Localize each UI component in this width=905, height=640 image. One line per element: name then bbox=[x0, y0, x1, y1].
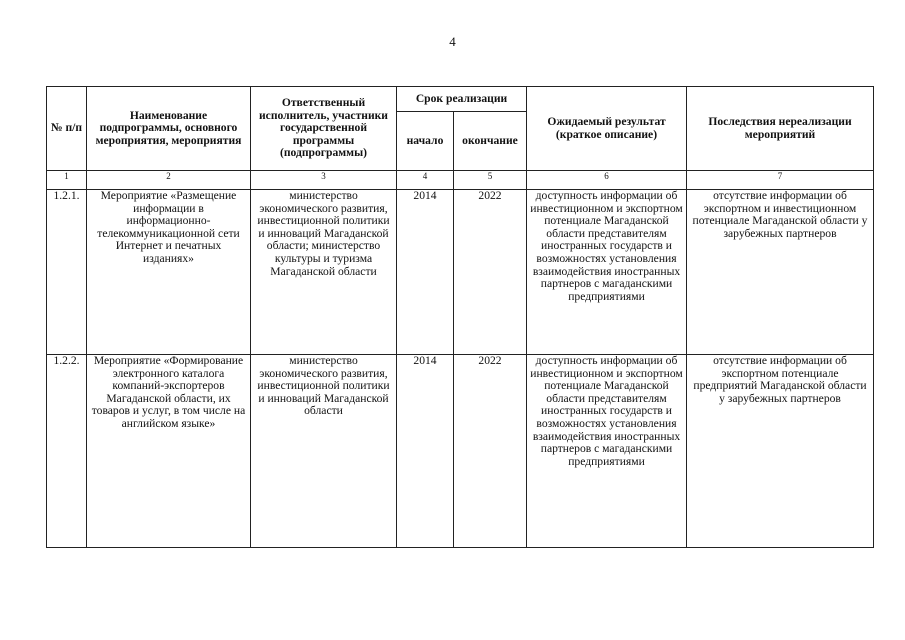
header-result: Ожидаемый результат (краткое описание) bbox=[527, 87, 687, 171]
row-responsible: министерство экономического развития, инвестиционной политики и инноваций Магаданской области; министерство культуры и туризма Магаданской области bbox=[251, 190, 397, 355]
row-start: 2014 bbox=[397, 355, 454, 548]
column-number: 6 bbox=[527, 171, 687, 190]
header-row-1 bbox=[47, 87, 874, 112]
row-consequences: отсутствие информации об экспортном потенциале предприятий Магаданской области у зарубежных партнеров bbox=[687, 355, 874, 548]
row-start: 2014 bbox=[397, 190, 454, 355]
row-result: доступность информации об инвестиционном и экспортном потенциале Магаданской области представителям иностранных государств и возможностях установления взаимодействия иностранных партнеров с магаданскими предприятиями bbox=[527, 190, 687, 355]
header-end: окончание bbox=[454, 112, 527, 171]
page-number: 4 bbox=[449, 34, 456, 49]
row-end: 2022 bbox=[454, 190, 527, 355]
header-num: № п/п bbox=[47, 87, 87, 171]
header-period: Срок реализации bbox=[397, 87, 527, 112]
column-number: 5 bbox=[454, 171, 527, 190]
header-start: начало bbox=[397, 112, 454, 171]
row-result: доступность информации об инвестиционном и экспортном потенциале Магаданской области представителям иностранных государств и возможностях установления взаимодействия иностранных партнеров с магаданскими предприятиями bbox=[527, 355, 687, 548]
header-name: Наименование подпрограммы, основного мероприятия, мероприятия bbox=[87, 87, 251, 171]
row-consequences: отсутствие информации об экспортном и инвестиционном потенциале Магаданской области у зарубежных партнеров bbox=[687, 190, 874, 355]
row-number: 1.2.1. bbox=[47, 190, 87, 355]
row-name: Мероприятие «Формирование электронного каталога компаний-экспортеров Магаданской области, их товаров и услуг, в том числе на английском языке» bbox=[87, 355, 251, 548]
table-row bbox=[47, 190, 874, 355]
column-number: 4 bbox=[397, 171, 454, 190]
row-responsible: министерство экономического развития, инвестиционной политики и инноваций Магаданской области bbox=[251, 355, 397, 548]
column-number: 3 bbox=[251, 171, 397, 190]
column-number-row bbox=[47, 171, 874, 190]
table-row bbox=[47, 355, 874, 548]
program-table bbox=[46, 86, 874, 548]
column-number: 7 bbox=[687, 171, 874, 190]
row-end: 2022 bbox=[454, 355, 527, 548]
row-number: 1.2.2. bbox=[47, 355, 87, 548]
header-responsible: Ответственный исполнитель, участники государственной программы (подпрограммы) bbox=[251, 87, 397, 171]
column-number: 1 bbox=[47, 171, 87, 190]
row-name: Мероприятие «Размещение информации в информационно-телекоммуникационной сети Интернет и печатных изданиях» bbox=[87, 190, 251, 355]
header-consequences: Последствия нереализации мероприятий bbox=[687, 87, 874, 171]
column-number: 2 bbox=[87, 171, 251, 190]
